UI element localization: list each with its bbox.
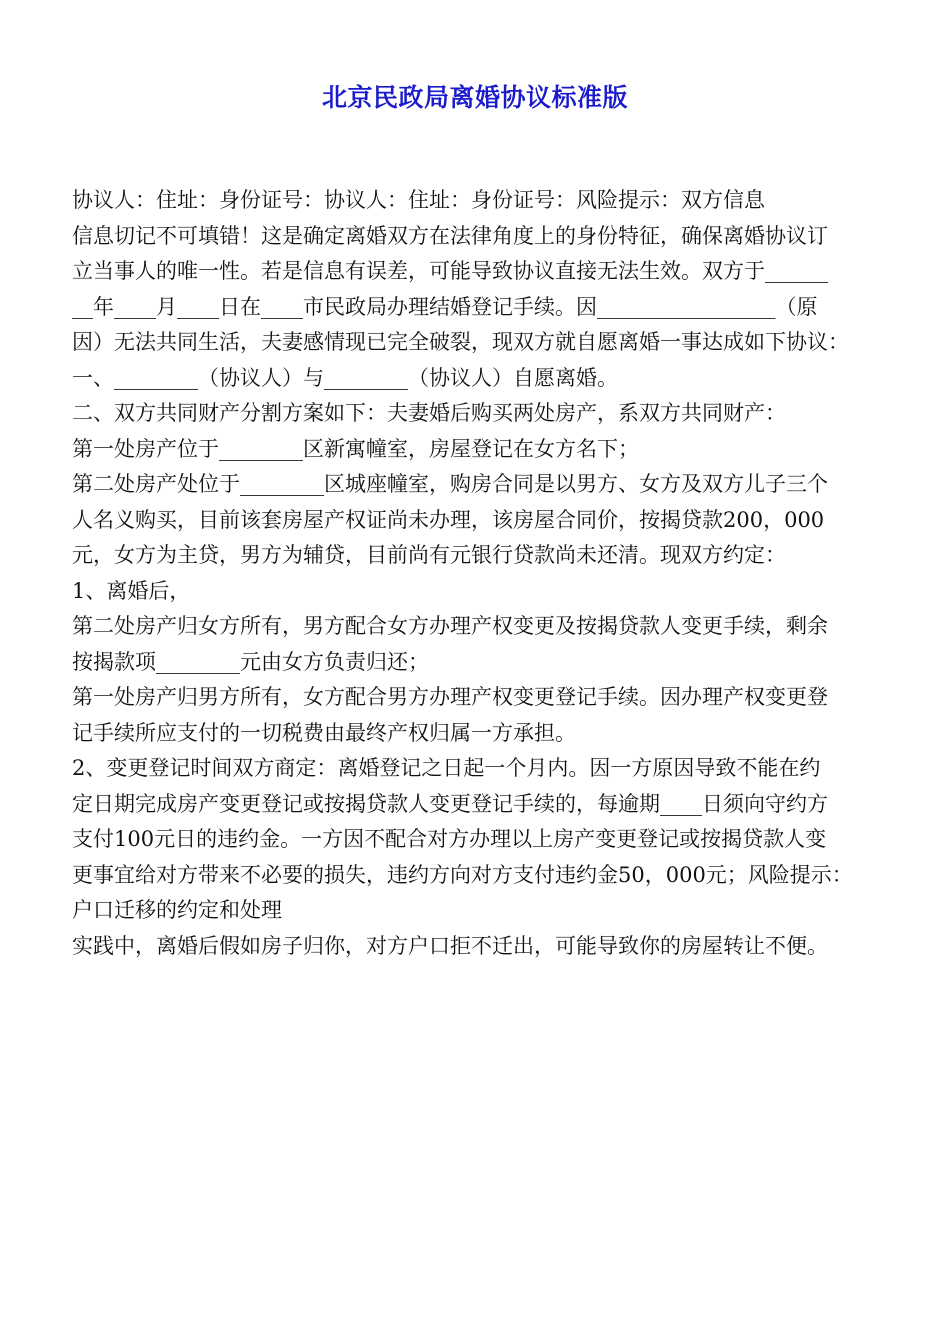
body-line: 第一处房产位于________区新寓幢室，房屋登记在女方名下； — [72, 436, 639, 461]
document-body — [72, 183, 888, 964]
body-line: 第二处房产处位于________区城座幢室，购房合同是以男方、女方及双方儿子三个 — [72, 472, 828, 496]
body-line: 2、变更登记时间双方商定：离婚登记之日起一个月内。因一方原因导致不能在约 — [72, 756, 821, 780]
body-line: 支付100元日的违约金。一方因不配合对方办理以上房产变更登记或按揭贷款人变 — [72, 827, 827, 851]
body-line: __年____月____日在____市民政局办理结婚登记手续。因_________________（原 — [72, 294, 818, 319]
body-line: 一、________（协议人）与________（协议人）自愿离婚。 — [72, 365, 618, 390]
body-line: 立当事人的唯一性。若是信息有误差，可能导致协议直接无法生效。双方于______ — [72, 259, 828, 283]
body-line: 协议人：住址：身份证号：协议人：住址：身份证号：风险提示：双方信息 — [72, 188, 765, 212]
body-line: 因）无法共同生活，夫妻感情现已完全破裂，现双方就自愿离婚一事达成如下协议： — [72, 330, 849, 354]
document-title: 北京民政局离婚协议标准版 — [321, 83, 628, 112]
body-line: 元，女方为主贷，男方为辅贷，目前尚有元银行贷款尚未还清。现双方约定： — [72, 543, 786, 567]
body-line: 第二处房产归女方所有，男方配合女方办理产权变更及按揭贷款人变更手续，剩余 — [72, 614, 828, 638]
body-line: 第一处房产归男方所有，女方配合男方办理产权变更登记手续。因办理产权变更登 — [72, 685, 828, 709]
body-line: 信息切记不可填错！这是确定离婚双方在法律角度上的身份特征，确保离婚协议订 — [72, 223, 828, 248]
body-line: 人名义购买，目前该套房屋产权证尚未办理，该房屋合同价，按揭贷款200，000 — [72, 507, 825, 532]
body-line: 定日期完成房产变更登记或按揭贷款人变更登记手续的，每逾期____日须向守约方 — [72, 791, 828, 816]
body-line: 二、双方共同财产分割方案如下：夫妻婚后购买两处房产，系双方共同财产： — [72, 401, 786, 425]
body-line: 更事宜给对方带来不必要的损失，违约方向对方支付违约金50，000元；风险提示： — [72, 862, 853, 887]
body-line: 按揭款项________元由女方负责归还； — [72, 649, 429, 674]
body-line: 记手续所应支付的一切税费由最终产权归属一方承担。 — [72, 720, 576, 745]
body-line: 实践中，离婚后假如房子归你，对方户口拒不迁出，可能导致你的房屋转让不便。 — [72, 933, 828, 958]
body-line: 1、离婚后， — [72, 578, 191, 603]
body-line: 户口迁移的约定和处理 — [72, 898, 282, 922]
